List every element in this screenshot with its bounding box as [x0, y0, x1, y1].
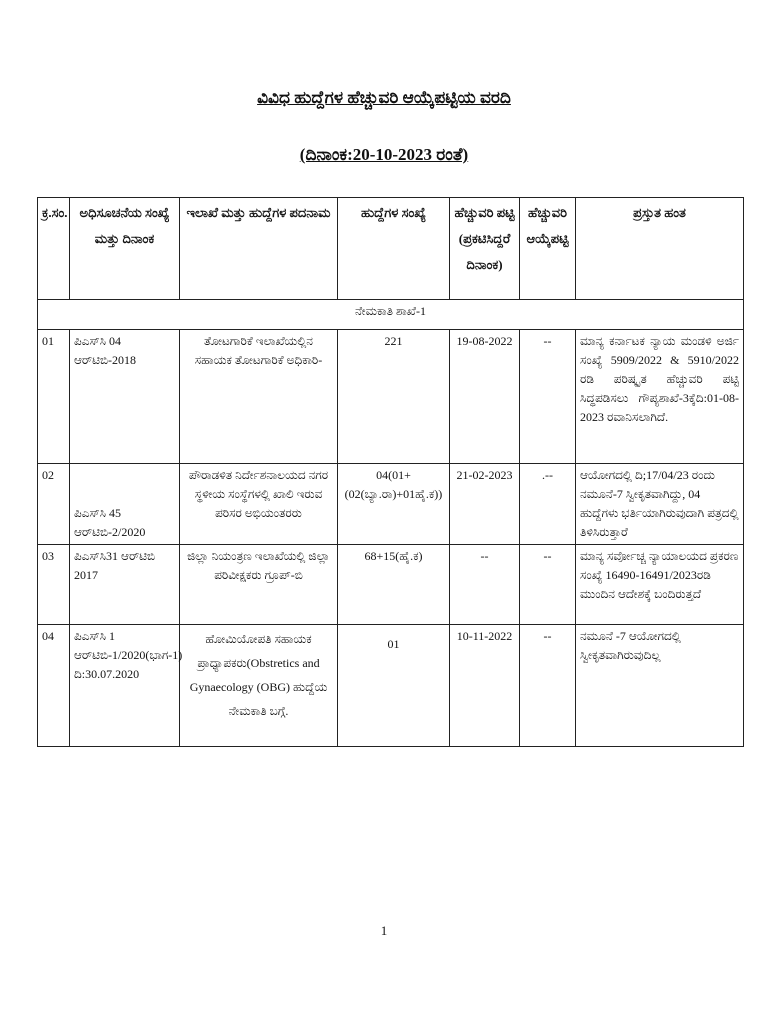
cell-notification: ಪಿಎಸ್‌ಸಿ31 ಆರ್‌ಟಿಬಿ 2017: [70, 545, 180, 625]
cell-status: ಆಯೋಗದಲ್ಲಿ ದಿ;17/04/23 ರಂದು ನಮೂನೆ-7 ಸ್ವೀಕೃತವಾಗಿದ್ದು, 04 ಹುದ್ದೆಗಳು ಭರ್ತಿಯಾಗಿರುವುದಾಗಿ ಪತ್ರದಲ್ಲಿ ತಿಳಿಸಿರುತ್ತಾರೆ: [576, 464, 744, 545]
cell-extra-list: 10-11-2022: [450, 625, 520, 747]
table-row: [38, 464, 744, 545]
cell-num-posts: 68+15(ಹೈ.ಕ): [338, 545, 450, 625]
cell-extra-select: --: [520, 625, 576, 747]
vacancy-table: [37, 197, 744, 747]
cell-extra-list: --: [450, 545, 520, 625]
cell-status: ಮಾನ್ಯ ಸರ್ವೋಚ್ಚ ನ್ಯಾಯಾಲಯದ ಪ್ರಕರಣ ಸಂಖ್ಯೆ 16490-16491/2023ರಡಿ ಮುಂದಿನ ಆದೇಶಕ್ಕೆ ಬಂದಿರುತ್ತದೆ: [576, 545, 744, 625]
cell-dept-post: ತೋಟಗಾರಿಕೆ ಇಲಾಖೆಯಲ್ಲಿನ ಸಹಾಯಕ ತೋಟಗಾರಿಕೆ ಅಧಿಕಾರಿ-: [180, 330, 338, 464]
header-extra-list: ಹೆಚ್ಚುವರಿ ಪಟ್ಟಿ (ಪ್ರಕಟಿಸಿದ್ದರೆ ದಿನಾಂಕ): [450, 198, 520, 300]
cell-extra-select: --: [520, 330, 576, 464]
cell-dept-post: ಹೋಮಿಯೋಪತಿ ಸಹಾಯಕ ಪ್ರಾಧ್ಯಾಪಕರು(Obstretics and Gynaecology (OBG) ಹುದ್ದೆಯ ನೇಮಕಾತಿ ಬಗ್ಗೆ.: [180, 625, 338, 747]
cell-sl: 02: [38, 464, 70, 545]
cell-num-posts: 01: [338, 625, 450, 747]
cell-num-posts: 04(01+(02(ಬ್ಯಾ.ರಾ)+01ಹೈ.ಕ)): [338, 464, 450, 545]
cell-sl: 01: [38, 330, 70, 464]
cell-sl: 04: [38, 625, 70, 747]
table-row: [38, 330, 744, 464]
table-row: [38, 625, 744, 747]
cell-num-posts: 221: [338, 330, 450, 464]
report-date: (ದಿನಾಂಕ:20-10-2023 ರಂತೆ): [299, 145, 469, 164]
header-sl: ಕ್ರ.ಸಂ.: [38, 198, 70, 300]
section-label: ನೇಮಕಾತಿ ಶಾಖೆ-1: [38, 300, 744, 330]
section-row: [38, 300, 744, 330]
header-extra-select: ಹೆಚ್ಚುವರಿ ಆಯ್ಕೆಪಟ್ಟಿ: [520, 198, 576, 300]
cell-dept-post: ಜಿಲ್ಲಾ ನಿಯಂತ್ರಣ ಇಲಾಖೆಯಲ್ಲಿ ಜಿಲ್ಲಾ ಪರಿವೀಕ್ಷಕರು ಗ್ರೂಪ್-ಬಿ: [180, 545, 338, 625]
report-title: ವಿವಿಧ ಹುದ್ದೆಗಳ ಹೆಚ್ಚುವರಿ ಆಯ್ಕೆಪಟ್ಟಿಯ ವರದಿ: [257, 88, 511, 107]
cell-extra-list: 19-08-2022: [450, 330, 520, 464]
cell-extra-select: .--: [520, 464, 576, 545]
page-number: 1: [380, 923, 388, 938]
cell-status: ನಮೂನೆ -7 ಆಯೋಗದಲ್ಲಿ ಸ್ವೀಕೃತವಾಗಿರುವುದಿಲ್ಲ: [576, 625, 744, 747]
cell-notification: ಪಿಎಸ್‌ಸಿ 04 ಆರ್‌ಟಿಬಿ-2018: [70, 330, 180, 464]
cell-notification: ಪಿಎಸ್‌ಸಿ 45 ಆರ್‌ಟಿಬಿ-2/2020: [70, 464, 180, 545]
header-status: ಪ್ರಸ್ತುತ ಹಂತ: [576, 198, 744, 300]
cell-extra-select: --: [520, 545, 576, 625]
header-notification: ಅಧಿಸೂಚನೆಯ ಸಂಖ್ಯೆ ಮತ್ತು ದಿನಾಂಕ: [70, 198, 180, 300]
cell-notification: ಪಿಎಸ್‌ಸಿ 1 ಆರ್‌ಟಿಬಿ-1/2020(ಭಾಗ-1) ದಿ:30.07.2020: [70, 625, 180, 747]
cell-dept-post: ಪೌರಾಡಳಿತ ನಿರ್ದೇಶನಾಲಯದ ನಗರ ಸ್ಥಳೀಯ ಸಂಸ್ಥೆಗಳಲ್ಲಿ ಖಾಲಿ ಇರುವ ಪರಿಸರ ಅಭಿಯಂತರರು: [180, 464, 338, 545]
cell-sl: 03: [38, 545, 70, 625]
table-row: [38, 545, 744, 625]
table-header-row: [38, 198, 744, 300]
header-num-posts: ಹುದ್ದೆಗಳ ಸಂಖ್ಯೆ: [338, 198, 450, 300]
cell-extra-list: 21-02-2023: [450, 464, 520, 545]
header-dept-post: ಇಲಾಖೆ ಮತ್ತು ಹುದ್ದೆಗಳ ಪದನಾಮ: [180, 198, 338, 300]
cell-status: ಮಾನ್ಯ ಕರ್ನಾಟಕ ನ್ಯಾಯ ಮಂಡಳಿ ಅರ್ಜಿ ಸಂಖ್ಯೆ 5909/2022 & 5910/2022 ರಡಿ ಪರಿಷ್ಕೃತ ಹೆಚ್ಚುವರಿ ಪಟ್ಟಿ ಸಿದ್ಧಪಡಿಸಲು ಗೌಪ್ಯಶಾಖೆ-3ಕ್ಕೆದಿ:01-08-2023 ರವಾನಿಸಲಾಗಿದೆ.: [576, 330, 744, 464]
